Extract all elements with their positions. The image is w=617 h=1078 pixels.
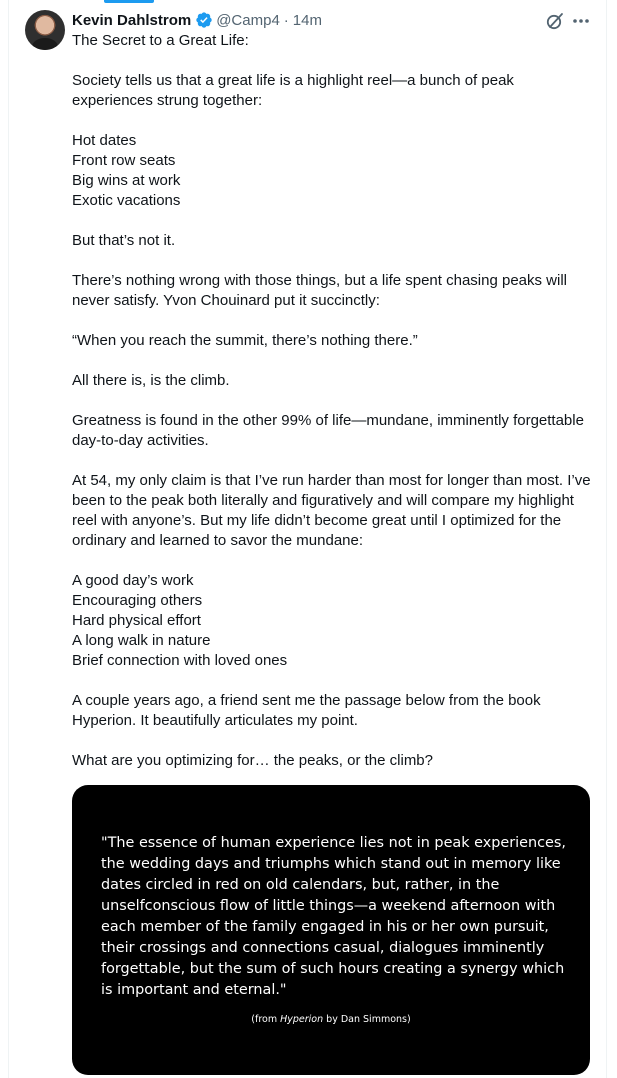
- tweet-paragraph: [72, 331, 592, 351]
- more-icon[interactable]: [571, 11, 591, 31]
- tweet-paragraph: [72, 691, 592, 731]
- credit-prefix: (from: [251, 1014, 281, 1025]
- tweet-line: Hard physical effort: [72, 612, 201, 629]
- tweet-line: Big wins at work: [72, 172, 181, 189]
- active-indicator: [104, 0, 154, 3]
- timestamp[interactable]: 14m: [292, 11, 322, 29]
- tweet-line: A good day’s work: [72, 572, 194, 589]
- author-handle[interactable]: @Camp4: [216, 11, 280, 29]
- tweet-line: All there is, is the climb.: [72, 372, 230, 389]
- tweet-header: [72, 10, 322, 30]
- credit-suffix: by Dan Simmons): [323, 1014, 411, 1025]
- grok-icon[interactable]: [545, 11, 565, 31]
- tweet-paragraph: [72, 371, 592, 391]
- tweet-text: [72, 31, 592, 771]
- tweet-line: Greatness is found in the other 99% of life—mundane, imminently forgettable day-to-day activities.: [72, 412, 584, 449]
- tweet-paragraph: [72, 71, 592, 111]
- tweet-line: At 54, my only claim is that I’ve run harder than most for longer than most. I’ve been to the peak both literally and figuratively and will compare my highlight reel with anyone’s. But my life didn’t become great until I optimized for the ordinary and learned to savor the mundane:: [72, 472, 591, 549]
- tweet-paragraph: [72, 231, 592, 251]
- tweet-line: “When you reach the summit, there’s nothing there.”: [72, 332, 418, 349]
- verified-badge-icon[interactable]: [195, 11, 213, 29]
- tweet-line: Society tells us that a great life is a highlight reel—a bunch of peak experiences strung together:: [72, 72, 514, 109]
- tweet-line: A long walk in nature: [72, 632, 211, 649]
- tweet-paragraph: [72, 271, 592, 311]
- tweet-line: Front row seats: [72, 152, 176, 169]
- tweet-paragraph: [72, 411, 592, 451]
- tweet-line: Hot dates: [72, 132, 137, 149]
- credit-title: Hyperion: [280, 1014, 324, 1025]
- tweet-line: There’s nothing wrong with those things, but a life spent chasing peaks will never satisfy. Yvon Chouinard put it succinctly:: [72, 272, 568, 309]
- tweet-paragraph: [72, 131, 592, 211]
- tweet-paragraph: [72, 751, 592, 771]
- tweet-paragraph: [72, 471, 592, 551]
- tweet-line: What are you optimizing for… the peaks, or the climb?: [72, 752, 433, 769]
- author-name[interactable]: Kevin Dahlstrom: [72, 11, 192, 29]
- tweet-line: The Secret to a Great Life:: [72, 32, 249, 49]
- quote-text: "The essence of human experience lies not in peak experiences, the wedding days and triumphs which stand out in memory like dates circled in red on old calendars, but, rather, in the unselfconscious flow of little things—a weekend afternoon with each member of the family engaged in his or her own pursuit, their crossings and connections casual, dialogues imminently forgettable, but the sum of such hours creating a synergy which is important and eternal.": [101, 835, 566, 998]
- tweet-paragraph: [72, 31, 592, 51]
- quote-image[interactable]: [72, 785, 590, 1075]
- avatar[interactable]: [25, 10, 65, 50]
- tweet-line: Brief connection with loved ones: [72, 652, 288, 669]
- quote-credit: [72, 1014, 590, 1025]
- tweet-line: A couple years ago, a friend sent me the passage below from the book Hyperion. It beautifully articulates my point.: [72, 692, 541, 729]
- tweet-line: Encouraging others: [72, 592, 203, 609]
- tweet-line: But that’s not it.: [72, 232, 176, 249]
- separator-dot: ·: [283, 11, 289, 29]
- tweet-paragraph: [72, 571, 592, 671]
- tweet-line: Exotic vacations: [72, 192, 181, 209]
